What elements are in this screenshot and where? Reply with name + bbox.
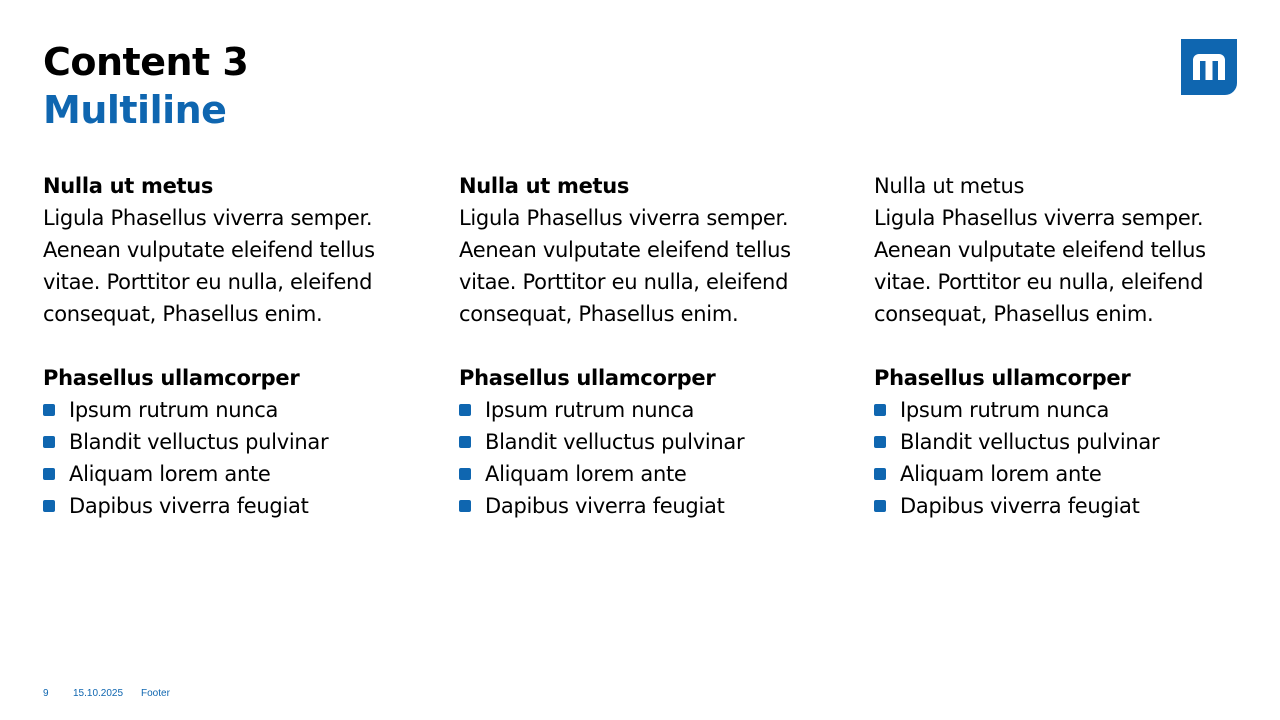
content-column (874, 170, 1254, 522)
paragraph-line: Ligula Phasellus viverra semper. (459, 206, 789, 230)
paragraph-line: Aenean vulputate eleifend tellus (459, 238, 791, 262)
list-item-text: Ipsum rutrum nunca (900, 398, 1110, 422)
column-subheading: Phasellus ullamcorper (874, 366, 1131, 390)
list-item-text: Dapibus viverra feugiat (485, 494, 725, 518)
list-item-text: Blandit velluctus pulvinar (900, 430, 1160, 454)
bullet-list (874, 394, 1254, 522)
square-bullet-icon (874, 500, 886, 512)
m-logo-icon (1181, 39, 1237, 95)
list-item (459, 490, 839, 522)
square-bullet-icon (874, 468, 886, 480)
list-item (43, 426, 423, 458)
square-bullet-icon (43, 404, 55, 416)
title-line-2: Multiline (43, 88, 227, 132)
square-bullet-icon (43, 468, 55, 480)
list-item-text: Aliquam lorem ante (485, 462, 687, 486)
column-heading: Nulla ut metus (874, 174, 1025, 198)
list-item (459, 426, 839, 458)
list-item-text: Ipsum rutrum nunca (485, 398, 695, 422)
spacer (459, 330, 839, 362)
title-line-1: Content 3 (43, 40, 249, 84)
list-item-text: Aliquam lorem ante (900, 462, 1102, 486)
list-item-text: Ipsum rutrum nunca (69, 398, 279, 422)
paragraph-line: vitae. Porttitor eu nulla, eleifend (874, 270, 1204, 294)
list-item (874, 394, 1254, 426)
square-bullet-icon (874, 404, 886, 416)
square-bullet-icon (459, 468, 471, 480)
list-item (43, 458, 423, 490)
square-bullet-icon (874, 436, 886, 448)
list-item (874, 490, 1254, 522)
list-item (874, 458, 1254, 490)
paragraph-line: Ligula Phasellus viverra semper. (874, 206, 1204, 230)
slide-title (43, 38, 943, 134)
footer-date: 15.10.2025 (73, 688, 124, 699)
bullet-list (43, 394, 423, 522)
content-column (43, 170, 423, 522)
paragraph-line: vitae. Porttitor eu nulla, eleifend (459, 270, 789, 294)
list-item (459, 394, 839, 426)
paragraph-line: consequat, Phasellus enim. (43, 302, 323, 326)
paragraph-line: Aenean vulputate eleifend tellus (874, 238, 1206, 262)
bullet-list (459, 394, 839, 522)
square-bullet-icon (43, 500, 55, 512)
square-bullet-icon (43, 436, 55, 448)
content-column (459, 170, 839, 522)
paragraph-line: consequat, Phasellus enim. (874, 302, 1154, 326)
column-subheading: Phasellus ullamcorper (43, 366, 300, 390)
list-item-text: Blandit velluctus pulvinar (69, 430, 329, 454)
page-number: 9 (43, 688, 49, 699)
paragraph-line: Ligula Phasellus viverra semper. (43, 206, 373, 230)
spacer (43, 330, 423, 362)
list-item-text: Blandit velluctus pulvinar (485, 430, 745, 454)
square-bullet-icon (459, 404, 471, 416)
square-bullet-icon (459, 436, 471, 448)
footer-text: Footer (141, 688, 170, 699)
column-subheading: Phasellus ullamcorper (459, 366, 716, 390)
paragraph-line: Aenean vulputate eleifend tellus (43, 238, 375, 262)
spacer (874, 330, 1254, 362)
list-item-text: Dapibus viverra feugiat (900, 494, 1140, 518)
square-bullet-icon (459, 500, 471, 512)
list-item (43, 394, 423, 426)
content-columns (43, 170, 1243, 550)
list-item (43, 490, 423, 522)
list-item (459, 458, 839, 490)
paragraph-line: consequat, Phasellus enim. (459, 302, 739, 326)
list-item (874, 426, 1254, 458)
column-heading: Nulla ut metus (43, 174, 214, 198)
paragraph-line: vitae. Porttitor eu nulla, eleifend (43, 270, 373, 294)
column-heading: Nulla ut metus (459, 174, 630, 198)
list-item-text: Aliquam lorem ante (69, 462, 271, 486)
list-item-text: Dapibus viverra feugiat (69, 494, 309, 518)
